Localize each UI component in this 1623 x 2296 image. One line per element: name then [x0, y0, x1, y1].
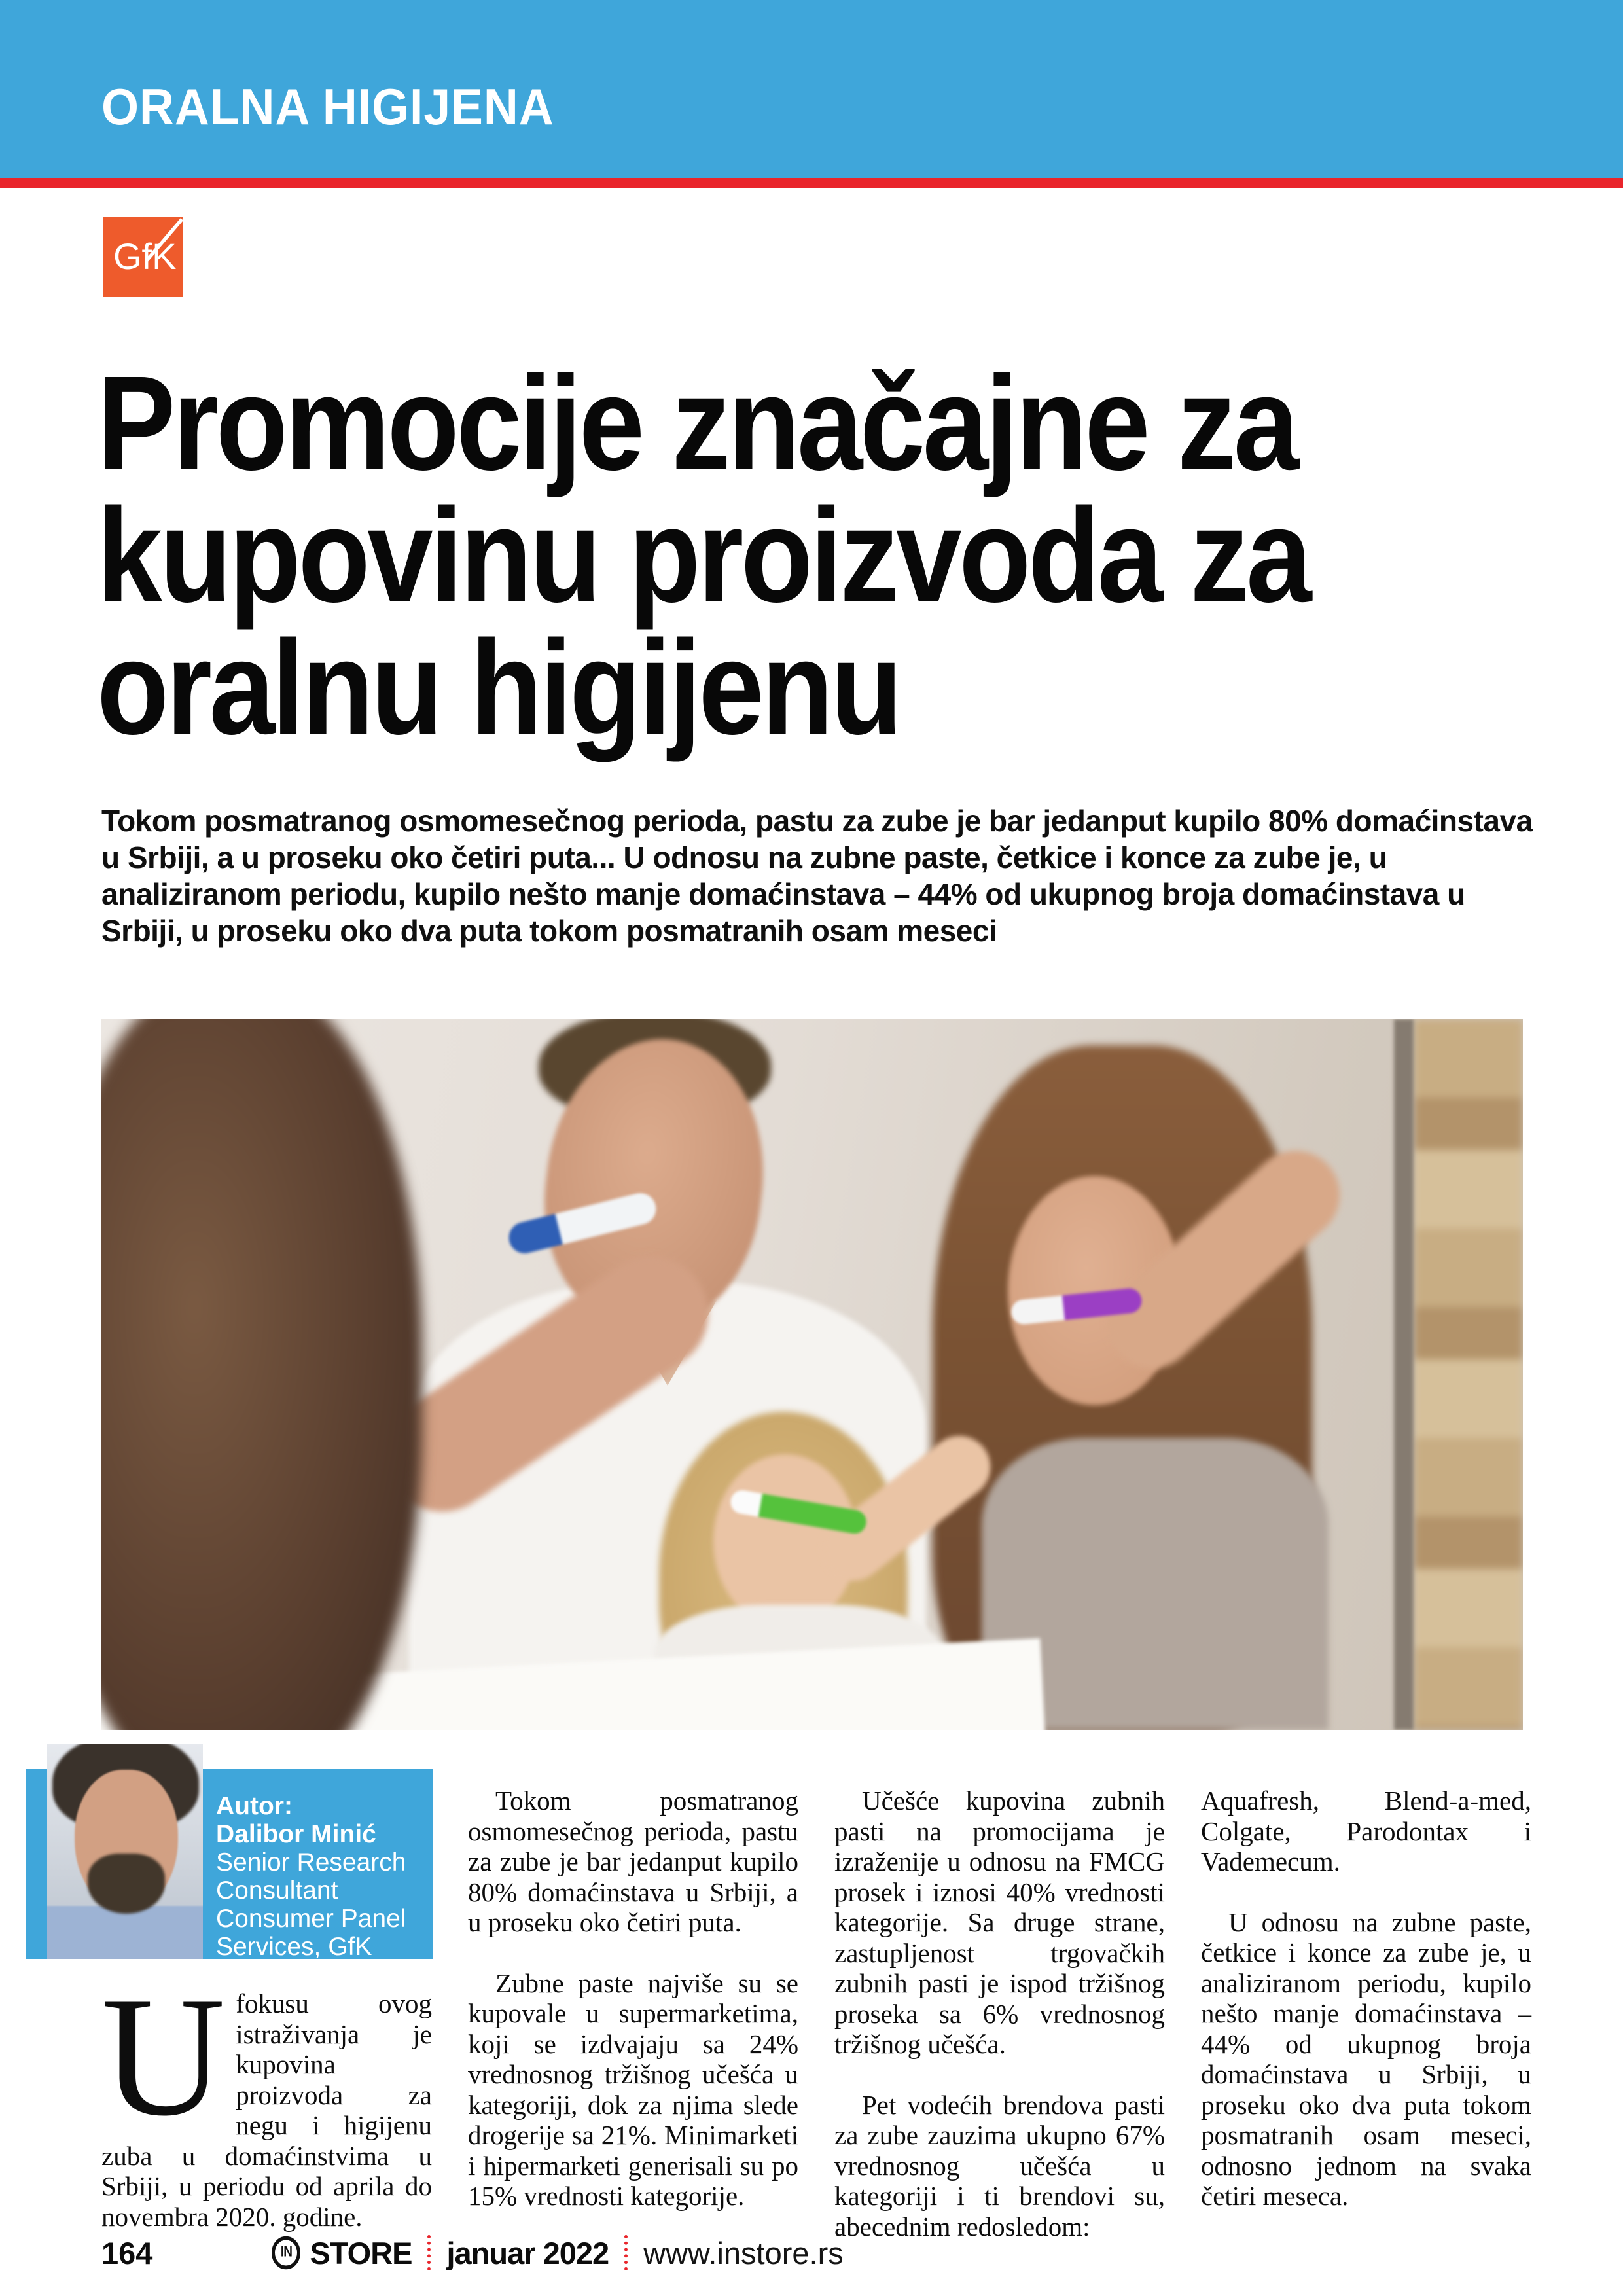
website-link[interactable]: www.instore.rs [643, 2235, 844, 2270]
body-column-3 [834, 1785, 1165, 2242]
dotted-divider-icon [624, 2235, 628, 2270]
column4-paragraph-2: U odnosu na zubne paste, četkice i konce za zube je, u analiziranom periodu, kupilo nešto manje domaćinstava – 44% od ukupnog broja domaćinstava u Srbiji, u proseku oko dva puta tokom posmatranih osam meseci, odnosno jednom na svaka četiri meseca. [1201, 1907, 1531, 2211]
column4-paragraph-1: Aquafresh, Blend-a-med, Colgate, Parodontax i Vademecum. [1201, 1785, 1531, 1876]
author-role-line-3: Consumer Panel [216, 1905, 406, 1933]
header-bar [0, 0, 1623, 178]
intro-paragraph: Tokom posmatranog osmomesečnog perioda, pastu za zube je bar jedanput kupilo 80% domaćinstava u Srbiji, a u proseku oko četiri puta... U odnosu na zubne paste, četkice i konce za zube je, u analiziranom periodu, kupilo nešto manje domaćinstava – 44% od ukupnog broja domaćinstava u Srbiji, u proseku oko dva puta tokom posmatranih osam meseci [101, 804, 1533, 948]
body-column-4 [1201, 1785, 1531, 2212]
headline [97, 348, 1594, 762]
column3-paragraph-1: Učešće kupovina zubnih pasti na promocijama je izraženije u odnosu na FMCG prosek i iznosi 40% vrednosti kategorije. Sa druge strane, zastupljenost trgovačkih zubnih pasti je ispod tržišnog proseka sa 6% vrednosnog tržišnog učešća. [834, 1785, 1165, 2059]
gfk-slash-icon [103, 217, 183, 297]
gfk-logo [103, 217, 183, 297]
store-wordmark: STORE [310, 2235, 412, 2270]
body-column-2 [468, 1785, 798, 2212]
author-role-line-1: Senior Research [216, 1848, 406, 1876]
in-circle-icon: IN [272, 2236, 300, 2270]
photo-foreground-hair [101, 1019, 422, 1730]
issue-date: januar 2022 [446, 2235, 609, 2270]
page-footer [101, 2229, 1541, 2276]
dotted-divider-icon [427, 2235, 431, 2270]
headline-line-2: kupovinu proizvoda za [97, 480, 1310, 630]
column1-paragraph: fokusu ovog istraživanja je kupovina proizvoda za negu i higijenu zuba u domaćinstvima u Srbiji, u periodu od aprila do novembra 2020. godine. [101, 1988, 432, 2232]
photo-shelf-background [1414, 1019, 1523, 1730]
header-rule-divider [0, 178, 1623, 188]
author-role-line-4: Services, GfK [216, 1933, 372, 1961]
family-brushing-photo [101, 1019, 1523, 1730]
author-portrait [47, 1744, 203, 1959]
headline-line-1: Promocije značajne za [97, 348, 1296, 498]
column2-paragraph-2: Zubne paste najviše su se kupovale u supermarketima, koji se izdvajaju sa 24% vrednosnog tržišnog učešća u kategoriji, dok za njima slede drogerije sa 21%. Minimarketi i hipermarketi generisali su po 15% vrednosti kategorije. [468, 1967, 798, 2211]
photo-mirror-edge [1394, 1019, 1414, 1730]
column2-paragraph-1: Tokom posmatranog osmomesečnog perioda, pastu za zube je bar jedanput kupilo 80% domaćinstava u Srbiji, a u proseku oko četiri puta. [468, 1785, 798, 1937]
author-portrait-shirt [47, 1906, 203, 1959]
page-title: ORALNA HIGIJENA [101, 78, 554, 135]
gfk-logo-text: GfK [113, 236, 177, 277]
column3-paragraph-2: Pet vodećih brendova pasti za zube zauzima ukupno 67% vrednosnog učešća u kategoriji i ti brendovi su, abecednim redosledom: [834, 2089, 1165, 2242]
instore-logo [272, 2235, 412, 2271]
author-name: Dalibor Minić [216, 1820, 376, 1848]
author-info [216, 1792, 425, 1961]
headline-line-3: oralnu higijenu [97, 613, 900, 762]
page-number: 164 [101, 2235, 153, 2270]
body-column-1 [101, 1962, 432, 2232]
drop-cap: U [101, 1962, 226, 2151]
author-label: Autor: [216, 1792, 293, 1820]
author-role-line-2: Consultant [216, 1876, 338, 1905]
author-portrait-beard [88, 1854, 165, 1914]
